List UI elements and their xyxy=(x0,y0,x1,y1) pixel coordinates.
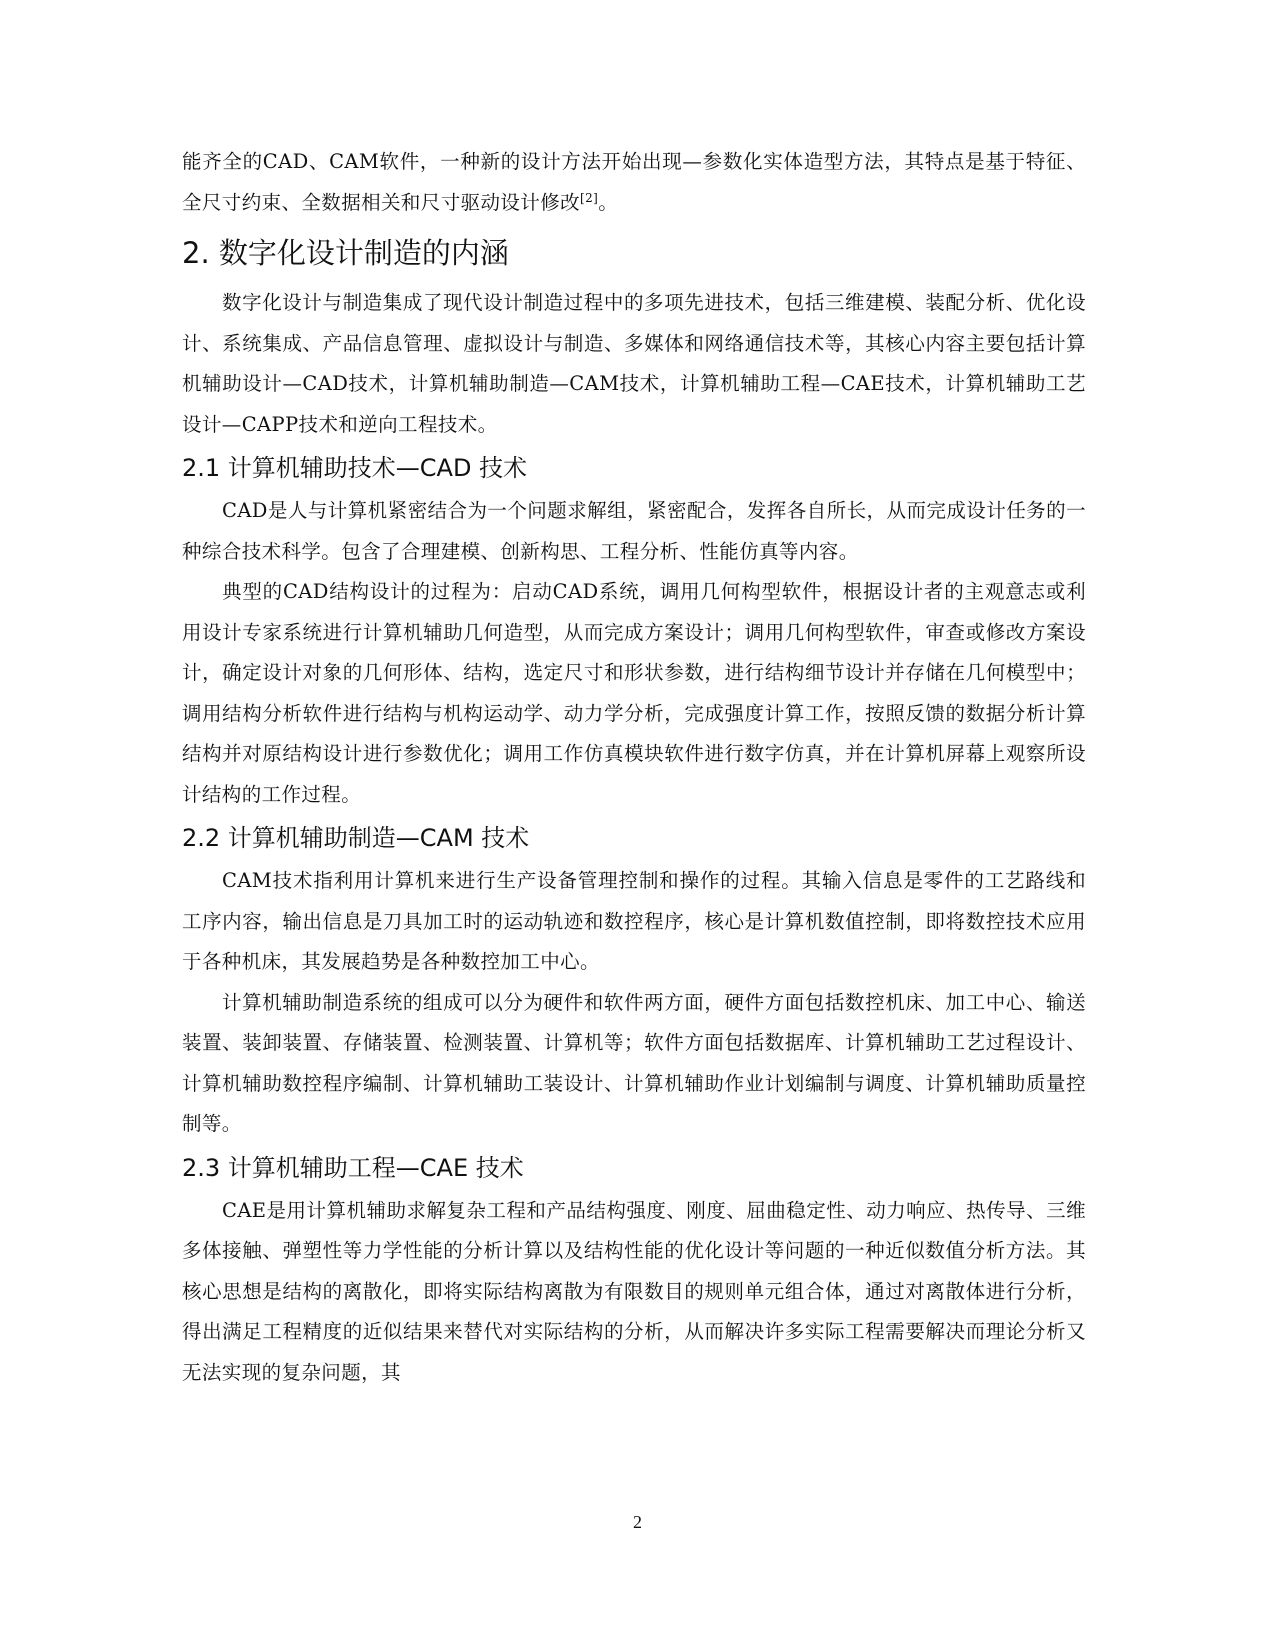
intro-continuation-paragraph xyxy=(182,142,1086,223)
section-2-heading: 2. 数字化设计制造的内涵 xyxy=(182,236,509,270)
citation-ref: [2] xyxy=(580,190,599,205)
section-2-3-paragraph-1: CAE是用计算机辅助求解复杂工程和产品结构强度、刚度、屈曲稳定性、动力响应、热传导、三维多体接触、弹塑性等力学性能的分析计算以及结构性能的优化设计等问题的一种近似数值分析方法。其核心思想是结构的离散化，即将实际结构离散为有限数目的规则单元组合体，通过对离散体进行分析，得出满足工程精度的近似结果来替代对实际结构的分析，从而解决许多实际工程需要解决而理论分析又无法实现的复杂问题，其 xyxy=(182,1198,1086,1384)
section-2-2-paragraph-1: CAM技术指利用计算机来进行生产设备管理控制和操作的过程。其输入信息是零件的工艺路线和工序内容，输出信息是刀具加工时的运动轨迹和数控程序，核心是计算机数值控制，即将数控技术应用于各种机床，其发展趋势是各种数控加工中心。 xyxy=(182,869,1086,973)
page-number: 2 xyxy=(633,1512,642,1532)
section-2-paragraph: 数字化设计与制造集成了现代设计制造过程中的多项先进技术，包括三维建模、装配分析、优化设计、系统集成、产品信息管理、虚拟设计与制造、多媒体和网络通信技术等，其核心内容主要包括计算机辅助设计—CAD技术，计算机辅助制造—CAM技术，计算机辅助工程—CAE技术，计算机辅助工艺设计—CAPP技术和逆向工程技术。 xyxy=(182,291,1086,436)
page-content xyxy=(182,142,1086,1393)
intro-text: 能齐全的CAD、CAM软件，一种新的设计方法开始出现—参数化实体造型方法，其特点是基于特征、全尺寸约束、全数据相关和尺寸驱动设计修改 xyxy=(182,150,1086,214)
section-2-3-heading: 2.3 计算机辅助工程—CAE 技术 xyxy=(182,1153,524,1182)
section-2-1-paragraph-2: 典型的CAD结构设计的过程为：启动CAD系统，调用几何构型软件，根据设计者的主观意志或利用设计专家系统进行计算机辅助几何造型，从而完成方案设计；调用几何构型软件，审查或修改方案设计，确定设计对象的几何形体、结构，选定尺寸和形状参数，进行结构细节设计并存储在几何模型中；调用结构分析软件进行结构与机构运动学、动力学分析，完成强度计算工作，按照反馈的数据分析计算结构并对原结构设计进行参数优化；调用工作仿真模块软件进行数字仿真，并在计算机屏幕上观察所设计结构的工作过程。 xyxy=(182,580,1086,806)
intro-end: 。 xyxy=(598,190,619,214)
section-2-2-paragraph-2: 计算机辅助制造系统的组成可以分为硬件和软件两方面，硬件方面包括数控机床、加工中心、输送装置、装卸装置、存储装置、检测装置、计算机等；软件方面包括数据库、计算机辅助工艺过程设计、计算机辅助数控程序编制、计算机辅助工装设计、计算机辅助作业计划编制与调度、计算机辅助质量控制等。 xyxy=(182,990,1086,1135)
section-2-2-heading: 2.2 计算机辅助制造—CAM 技术 xyxy=(182,824,530,852)
section-2-1-heading: 2.1 计算机辅助技术—CAD 技术 xyxy=(182,454,528,482)
section-2-1-paragraph-1: CAD是人与计算机紧密结合为一个问题求解组，紧密配合，发挥各自所长，从而完成设计任务的一种综合技术科学。包含了合理建模、创新构思、工程分析、性能仿真等内容。 xyxy=(182,499,1086,563)
